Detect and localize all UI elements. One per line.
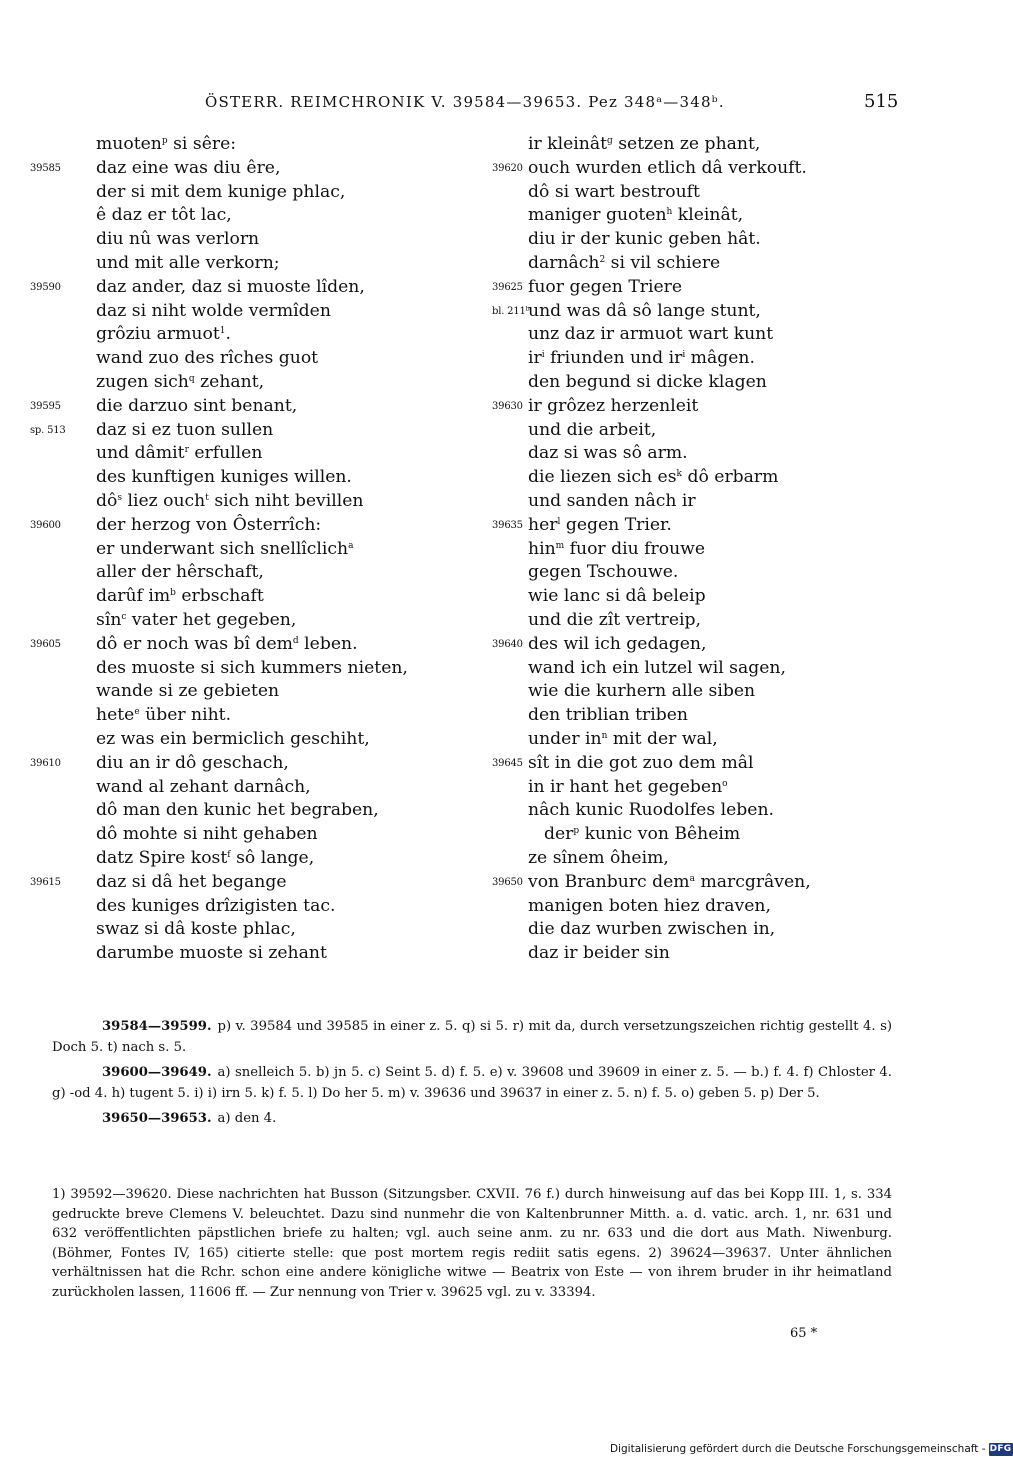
apparatus-mark: d xyxy=(292,635,299,646)
verse-line xyxy=(492,514,842,538)
verse-text: daz ir beider sin xyxy=(528,943,670,964)
line-number: 39620 xyxy=(492,162,523,174)
apparatus-mark: s xyxy=(117,492,122,503)
verse-text: daz ander, daz si muoste lîden, xyxy=(96,276,365,297)
verse-line xyxy=(492,538,842,562)
verse-text: ze sînem ôheim, xyxy=(528,847,669,868)
verse-line xyxy=(492,347,842,371)
verse-line xyxy=(30,680,470,704)
line-number: 39635 xyxy=(492,519,523,531)
running-header xyxy=(0,93,1000,113)
verse-line xyxy=(492,204,842,228)
verse-text: der$^p$ kunic von Bêheim xyxy=(544,824,741,845)
verse-text: hete$^e$ über niht. xyxy=(96,705,232,726)
verse-text: sîn$^c$ vater het gegeben, xyxy=(96,609,297,630)
verse-line xyxy=(492,657,842,681)
verse-text: grôziu armuot$^1$. xyxy=(96,324,231,345)
verse-line xyxy=(30,252,470,276)
verse-text: wand ich ein lutzel wil sagen, xyxy=(528,657,786,678)
apparatus-mark: n xyxy=(601,730,608,741)
verse-text: muoten$^p$ si sêre: xyxy=(96,134,237,154)
verse-text: darnâch$^2$ si vil schiere xyxy=(528,252,721,273)
verse-text: des muoste si sich kummers nieten, xyxy=(96,657,408,678)
header-title: ÖSTERR. REIMCHRONIK V. 39584—39653. Pez 348ᵃ—348ᵇ. xyxy=(205,93,725,111)
verse-line xyxy=(492,609,842,633)
line-number: 39650 xyxy=(492,876,523,888)
verse-line xyxy=(30,419,470,443)
verse-text: und dâmit$^r$ erfullen xyxy=(96,443,263,464)
apparatus-mark: h xyxy=(666,207,673,218)
verse-text: daz si was sô arm. xyxy=(528,443,688,464)
verse-text: daz eine was diu êre, xyxy=(96,157,281,178)
verse-text: wie lanc si dâ beleip xyxy=(528,586,706,607)
verse-text: swaz si dâ koste phlac, xyxy=(96,919,296,940)
verse-line xyxy=(492,252,842,276)
verse-line xyxy=(492,823,842,847)
apparatus-entry xyxy=(52,1016,892,1058)
apparatus-mark: a xyxy=(689,873,695,884)
verse-text: diu an ir dô geschach, xyxy=(96,752,289,773)
apparatus-range: 39650—39653. xyxy=(102,1111,212,1126)
verse-text: diu nû was verlorn xyxy=(96,229,260,250)
verse-text: hin$^m$ fuor diu frouwe xyxy=(528,538,706,559)
verse-line xyxy=(492,395,842,419)
verse-text: den triblian triben xyxy=(528,705,688,726)
verse-text: maniger guoten$^h$ kleinât, xyxy=(528,205,744,226)
apparatus-mark: o xyxy=(722,778,728,789)
verse-line xyxy=(30,895,470,919)
verse-line xyxy=(30,918,470,942)
verse-line xyxy=(30,847,470,871)
verse-text: zugen sich$^q$ zehant, xyxy=(96,371,265,392)
apparatus-readings: a) den 4. xyxy=(217,1111,277,1126)
verse-text: den begund si dicke klagen xyxy=(528,371,767,392)
verse-line xyxy=(492,466,842,490)
verse-text: er underwant sich snellîclich$^a$ xyxy=(96,538,354,559)
verse-line xyxy=(30,466,470,490)
line-number: 39600 xyxy=(30,519,61,531)
verse-line xyxy=(30,823,470,847)
verse-text: des kunftigen kuniges willen. xyxy=(96,467,352,488)
verse-line xyxy=(30,538,470,562)
verse-line xyxy=(492,442,842,466)
verse-text: ir kleinât$^g$ setzen ze phant, xyxy=(528,134,761,154)
verse-line xyxy=(30,561,470,585)
verse-text: die liezen sich $es^k$ dô erbarm xyxy=(528,467,779,488)
verse-line xyxy=(30,323,470,347)
verse-text: nâch kunic Ruodolfes leben. xyxy=(528,800,775,821)
verse-line xyxy=(30,585,470,609)
apparatus-mark: p xyxy=(573,826,580,837)
verse-text: ir grôzez herzenleit xyxy=(528,395,699,416)
line-number: sp. 513 xyxy=(30,424,66,436)
verse-text: des wil ich gedagen, xyxy=(528,633,707,654)
verse-text: der si mit dem kunige phlac, xyxy=(96,181,346,202)
verse-text: daz si ez tuon sullen xyxy=(96,419,274,440)
verse-line xyxy=(30,704,470,728)
verse-text: der herzog von Ôsterrîch: xyxy=(96,514,322,535)
verse-line xyxy=(30,442,470,466)
verse-line xyxy=(492,490,842,514)
verse-line xyxy=(492,633,842,657)
digitization-footer xyxy=(610,1440,1013,1458)
verse-line xyxy=(492,561,842,585)
verse-line xyxy=(30,752,470,776)
line-number: 39630 xyxy=(492,400,523,412)
verse-text: dô er noch was bî dem$^d$ leben. xyxy=(96,633,358,654)
apparatus-mark: t xyxy=(205,492,209,503)
verse-line xyxy=(30,942,470,966)
verse-line xyxy=(492,300,842,324)
verse-text: darûf $im^b$ erbschaft xyxy=(96,586,264,607)
verse-line xyxy=(30,776,470,800)
apparatus-range: 39600—39649. xyxy=(102,1065,212,1080)
verse-line xyxy=(492,752,842,776)
line-number: 39610 xyxy=(30,757,61,769)
verse-line xyxy=(492,181,842,205)
verse-line xyxy=(492,133,842,157)
verse-line xyxy=(492,918,842,942)
apparatus-mark: q xyxy=(188,373,195,384)
apparatus-mark: a xyxy=(348,540,354,551)
apparatus-mark: e xyxy=(134,707,140,718)
verse-text: ez was ein bermiclich geschiht, xyxy=(96,728,370,749)
line-number: 39595 xyxy=(30,400,61,412)
apparatus-mark: i xyxy=(541,350,545,361)
verse-line xyxy=(30,276,470,300)
verse-line xyxy=(492,776,842,800)
verse-text: wie die kurhern alle siben xyxy=(528,681,756,702)
verse-line xyxy=(30,204,470,228)
verse-text: gegen Tschouwe. xyxy=(528,562,679,583)
line-number: 39640 xyxy=(492,638,523,650)
verse-line xyxy=(492,942,842,966)
verse-line xyxy=(30,799,470,823)
verse-line xyxy=(30,657,470,681)
verse-text: sît in die got zuo dem mâl xyxy=(528,752,754,773)
critical-apparatus xyxy=(52,1016,892,1133)
verse-line xyxy=(492,371,842,395)
verse-line xyxy=(492,228,842,252)
footnote-text: 1) 39592—39620. Diese nachrichten hat Busson (Sitzungsber. CXVII. 76 f.) durch hinweisung auf das bei Kopp III. 1, s. 334 gedruckte breve Clemens V. beleuchtet. Dazu sind nunmehr die von Kaltenbrunner Mitth. a. d. vatic. arch. 1, nr. 631 und 632 veröffentlichten päpstlichen briefe zu halten; vgl. auch seine anm. zu nr. 633 und die dort aus Math. Niwenburg. (Böhmer, Fontes IV, 165) citierte stelle: que post mortem regis rediit satis egens. 2) 39624—39637. Unter ähnlichen verhältnissen hat die Rchr. schon eine andere königliche witwe — Beatrix von Este — von ihrem bruder in ihr heimatland zurückholen lassen, 11606 ff. — Zur nennung von Trier v. 39625 vgl. zu v. 33394. xyxy=(52,1187,892,1300)
apparatus-mark: c xyxy=(121,611,127,622)
verse-line xyxy=(30,728,470,752)
verse-line xyxy=(492,157,842,181)
sheet-signature: 65 * xyxy=(790,1326,818,1341)
verse-text: wand al zehant darnâch, xyxy=(96,776,311,797)
verse-line xyxy=(492,704,842,728)
verse-text: dô man den kunic het begraben, xyxy=(96,800,379,821)
verse-text: unz daz ir armuot wart kunt xyxy=(528,324,774,345)
verse-line xyxy=(30,490,470,514)
verse-line xyxy=(30,300,470,324)
verse-text: aller der hêrschaft, xyxy=(96,562,264,583)
verse-line xyxy=(30,347,470,371)
verse-text: darumbe muoste si zehant xyxy=(96,943,327,964)
verse-line xyxy=(30,395,470,419)
apparatus-range: 39584—39599. xyxy=(102,1019,212,1034)
verse-text: her$^l$ gegen Trier. xyxy=(528,514,672,535)
verse-line xyxy=(30,609,470,633)
verse-line xyxy=(492,419,842,443)
verse-line xyxy=(30,181,470,205)
verse-line xyxy=(492,847,842,871)
apparatus-mark: k xyxy=(676,469,682,480)
verse-text: von Branburc dem$^a$ marcgrâven, xyxy=(528,871,811,892)
footnotes xyxy=(52,1185,892,1302)
line-number: 39605 xyxy=(30,638,61,650)
apparatus-mark: 2 xyxy=(599,254,606,265)
verse-line xyxy=(30,871,470,895)
footer-text: Digitalisierung gefördert durch die Deutsche Forschungsgemeinschaft - xyxy=(610,1443,986,1455)
verse-text: diu ir der kunic geben hât. xyxy=(528,229,761,250)
verse-text: und sanden nâch ir xyxy=(528,490,696,511)
line-number: bl. 211ᵇ xyxy=(492,305,530,317)
verse-line xyxy=(492,680,842,704)
apparatus-entry xyxy=(52,1108,892,1129)
apparatus-mark: i xyxy=(682,350,686,361)
verse-text: und mit alle verkorn; xyxy=(96,252,280,273)
verse-line xyxy=(30,633,470,657)
verse-text: ê daz er tôt lac, xyxy=(96,205,232,226)
verse-line xyxy=(30,371,470,395)
apparatus-mark: g xyxy=(606,136,613,146)
verse-line xyxy=(492,871,842,895)
page-number: 515 xyxy=(864,91,899,112)
verse-text: $ir^i$ friunden und $ir^i$ mâgen. xyxy=(528,348,755,369)
verse-text: daz si dâ het begange xyxy=(96,871,287,892)
left-verse-column xyxy=(30,133,470,966)
verse-line xyxy=(492,323,842,347)
verse-text: dô mohte si niht gehaben xyxy=(96,824,318,845)
line-number: 39590 xyxy=(30,281,61,293)
verse-text: die darzuo sint benant, xyxy=(96,395,298,416)
line-number: 39625 xyxy=(492,281,523,293)
apparatus-mark: b xyxy=(170,588,176,599)
apparatus-entry xyxy=(52,1062,892,1104)
line-number: 39585 xyxy=(30,162,61,174)
verse-text: datz Spire kost$^f$ sô lange, xyxy=(96,847,315,868)
verse-line xyxy=(492,276,842,300)
line-number: 39615 xyxy=(30,876,61,888)
verse-text: manigen boten hiez draven, xyxy=(528,895,771,916)
verse-text: $dô^s$ liez ouch$^t$ sich niht bevillen xyxy=(96,490,364,511)
verse-text: und die arbeit, xyxy=(528,419,657,440)
verse-line xyxy=(492,895,842,919)
verse-text: wand zuo des rîches guot xyxy=(96,348,319,369)
verse-text: under $in^n$ mit der wal, xyxy=(528,728,718,749)
verse-line xyxy=(30,157,470,181)
line-number: 39645 xyxy=(492,757,523,769)
apparatus-mark: p xyxy=(161,136,168,146)
verse-text: die daz wurben zwischen in, xyxy=(528,919,776,940)
verse-line xyxy=(492,728,842,752)
verse-text: dô si wart bestrouft xyxy=(528,181,700,202)
apparatus-mark: l xyxy=(557,516,561,527)
apparatus-mark: f xyxy=(227,849,231,860)
verse-line xyxy=(492,799,842,823)
verse-text: fuor gegen Triere xyxy=(528,276,683,297)
apparatus-mark: 1 xyxy=(219,326,226,337)
verse-line xyxy=(492,585,842,609)
verse-line xyxy=(30,133,470,157)
apparatus-mark: m xyxy=(555,540,565,551)
verse-text: wande si ze gebieten xyxy=(96,681,280,702)
verse-text: und die zît vertreip, xyxy=(528,609,702,630)
right-verse-column xyxy=(492,133,842,966)
apparatus-readings: p) v. 39584 und 39585 in einer z. 5. q) si 5. r) mit da, durch versetzungszeichen richtig gestellt 4. s) Doch 5. t) nach s. 5. xyxy=(52,1019,892,1055)
apparatus-mark: r xyxy=(184,445,189,456)
verse-line xyxy=(30,228,470,252)
verse-line xyxy=(30,514,470,538)
verse-text: ouch wurden etlich dâ verkouft. xyxy=(528,157,807,178)
verse-text: daz si niht wolde vermîden xyxy=(96,300,331,321)
dfg-logo-icon: DFG xyxy=(989,1444,1012,1454)
apparatus-readings: a) snelleich 5. b) jn 5. c) Seint 5. d) f. 5. e) v. 39608 und 39609 in einer z. 5. — b.) f. 4. f) Chloster 4. g) -od 4. h) tugent 5. i) i) irn 5. k) f. 5. l) Do her 5. m) v. 39636 und 39637 in einer z. 5. n) f. 5. o) geben 5. p) Der 5. xyxy=(52,1065,892,1101)
verse-text: des kuniges drîzigisten tac. xyxy=(96,895,336,916)
verse-text: in ir hant het gegeben$^o$ xyxy=(528,776,728,797)
verse-text: und was dâ sô lange stunt, xyxy=(528,300,761,321)
